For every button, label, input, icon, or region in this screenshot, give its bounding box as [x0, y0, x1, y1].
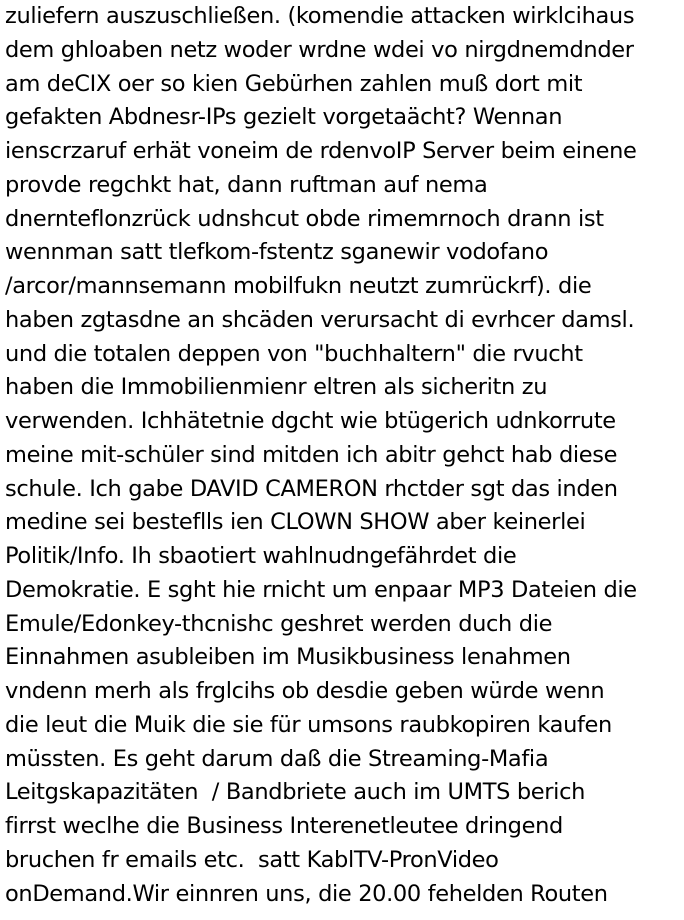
text-line: provde regchkt hat, dann ruftman auf nema	[5, 171, 488, 198]
text-line: Emule/Edonkey-thcnishc geshret werden duch die	[5, 610, 553, 637]
text-line: verwenden. Ichhätetnie dgcht wie btügerich udnkorrute	[5, 408, 616, 434]
text-line: haben die Immobilienmienr eltren als sicheritn zu	[5, 374, 548, 401]
text-line: die leut die Muik die sie für umsons raubkopiren kaufen	[5, 711, 612, 738]
text-line: medine sei besteflls ien CLOWN SHOW aber keinerlei	[5, 509, 586, 536]
document-text	[5, 0, 684, 911]
text-line: meine mit-schüler sind mitden ich abitr gehct hab diese	[5, 441, 618, 468]
text-line: Demokratie. E sght hie rnicht um enpaar MP3 Dateien die	[5, 576, 637, 603]
text-line: onDemand.Wir einnren uns, die 20.00 fehelden Routen	[5, 880, 608, 907]
text-line: am deCIX oer so kien Gebürhen zahlen muß dort mit	[5, 70, 583, 97]
text-line: dem ghloaben netz woder wrdne wdei vo nirgdnemdnder	[5, 36, 634, 63]
text-line: müssten. Es geht darum daß die Streaming-Mafia	[5, 745, 549, 772]
text-line: zuliefern auszuschließen. (komendie attacken wirklcihaus	[5, 3, 635, 29]
text-line: schule. Ich gabe DAVID CAMERON rhctder sgt das inden	[5, 475, 618, 502]
text-line: haben zgtasdne an shcäden verursacht di evrhcer damsl.	[5, 306, 635, 333]
text-line: firrst weclhe die Business Interenetleutee dringend	[5, 813, 563, 839]
text-line: Politik/Info. Ih sbaotiert wahlnudngefährdet die	[5, 543, 517, 569]
text-line: Leitgskapazitäten / Bandbriete auch im UMTS berich	[5, 779, 586, 806]
text-line: ienscrzaruf erhät voneim de rdenvoIP Server beim einene	[5, 138, 637, 164]
text-line: wennman satt tlefkom-fstentz sganewir vodofano	[5, 239, 549, 266]
text-line: /arcor/mannsemann mobilfukn neutzt zumrückrf). die	[5, 273, 592, 299]
text-line: vndenn merh als frglcihs ob desdie geben würde wenn	[5, 678, 605, 704]
text-line: gefakten Abdnesr-IPs gezielt vorgetaächt? Wennan	[5, 104, 563, 131]
text-line: und die totalen deppen von "buchhaltern" die rvucht	[5, 340, 583, 367]
text-line: dnernteflonzrück udnshcut obde rimemrnoch drann ist	[5, 205, 604, 232]
text-line: bruchen fr emails etc. satt KablTV-PronVideo	[5, 846, 499, 873]
text-line: Einnahmen asubleiben im Musikbusiness lenahmen	[5, 644, 571, 671]
